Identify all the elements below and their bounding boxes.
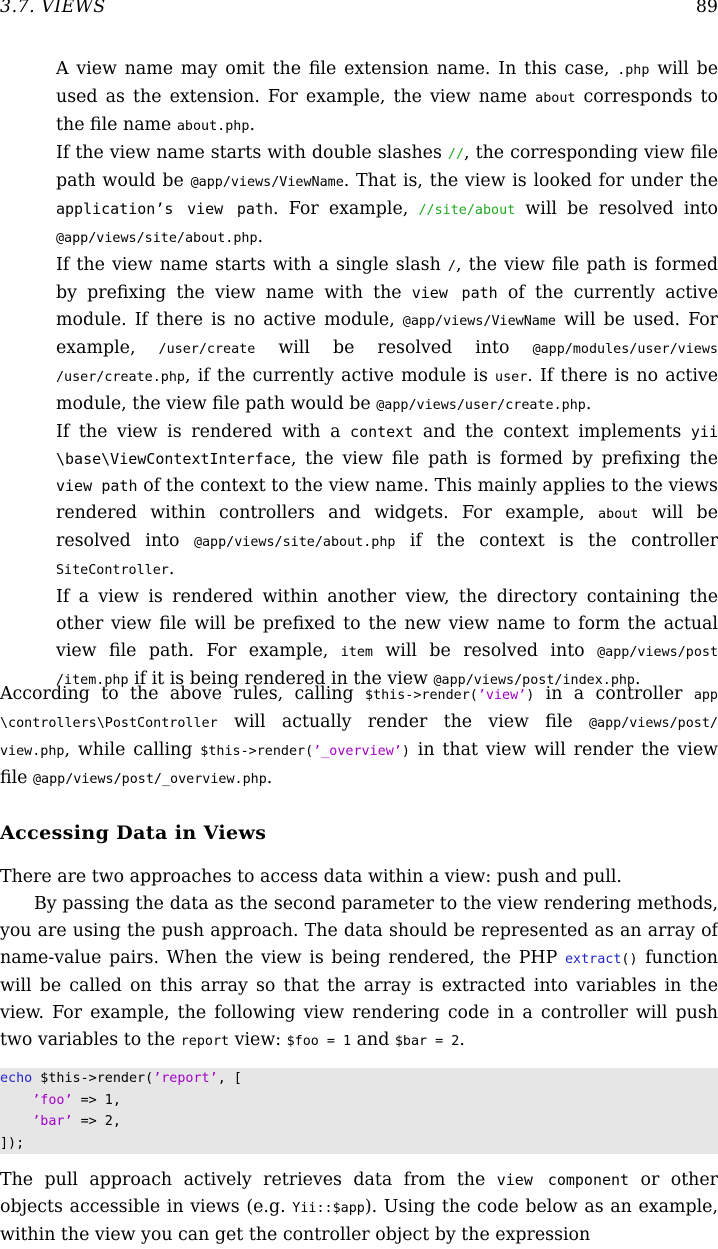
text: A view name may omit the file extension name. In this case, [56,59,618,79]
list-item [56,140,718,252]
code-inline: @app/views/post/_overview.php [32,772,267,787]
link-view-path[interactable]: view path [56,477,138,495]
text: and the context implements [413,422,691,442]
code-inline: $bar = 2 [394,1034,460,1049]
code-inline: @app/views/post /item.php [56,645,718,688]
text: . [249,115,255,135]
code-line [0,1111,718,1133]
rules-list [56,56,718,694]
text: . [585,394,592,414]
code-inline: @app/views/post/index.php [433,673,635,688]
text: . [635,669,641,689]
code-string: ’_overview’ [313,744,402,759]
text: will be used. For example, [56,310,718,358]
code-inline: $this->render( [365,688,478,703]
text: corresponds to the file name [56,87,718,135]
paragraph-intro: There are two approaches to access data within a view: push and pull. [0,867,622,887]
link-view-context-interface[interactable]: yii \base\ViewContextInterface [56,423,718,468]
text: of the currently active module. If there is no active module, [56,283,718,330]
code-keyword: echo [0,1071,33,1086]
section-title: Accessing Data in Views [0,822,267,844]
link-context[interactable]: context [350,423,414,441]
list-item [56,584,718,694]
code-text: ]); [0,1135,25,1151]
text: According to the above rules, calling [0,684,365,704]
code-inline: () [621,952,638,967]
text: If a view is rendered within another view, the directory containing the other view file will be prefixed to the new view name to form the actual view file path. For example, [56,587,718,661]
code-inline: .php [617,63,650,78]
code-inline: @app/views/ViewName [402,314,556,329]
code-inline: about.php [176,119,250,134]
code-inline: about [535,91,576,106]
text: will actually render the view file [217,712,589,732]
link-view-component[interactable]: view component [496,1171,630,1189]
code-inline: //site/about [418,203,516,218]
list-item [56,419,718,584]
text: of the context to the view name. This mainly applies to the views rendered within controllers and widgets. For example, [56,476,718,523]
code-string: ’view’ [477,688,527,703]
text: . For example, [273,199,419,219]
code-inline: /user/create [158,342,256,357]
code-inline: item [340,645,373,660]
text: . [168,559,175,579]
code-text: $this->render( [32,1071,154,1086]
running-header [0,0,718,19]
code-inline: ) [526,688,535,703]
text: . [459,1030,465,1050]
code-inline: SiteController [56,563,169,578]
code-line [0,1068,718,1090]
text: The pull approach actively retrieves data from the [0,1170,497,1190]
code-inline: $this->render( [200,744,314,759]
text: , the view file path is formed by prefixing the view name with the [56,255,718,303]
code-inline: @app/views/ViewName [190,175,344,190]
page-number: 89 [695,0,718,17]
text: in a controller [534,684,694,704]
text: if it is being rendered in the view [128,669,434,689]
section-heading: 3.7. VIEWS [0,0,106,17]
text: will be resolved into [372,641,598,661]
text: , while calling [64,740,201,760]
text: , the corresponding view file path would be [56,143,718,191]
text: view: [229,1030,287,1050]
code-string: ’bar’ [32,1114,73,1129]
code-inline: @app/modules/user/views /user/create.php [56,342,718,385]
text: . [257,227,264,247]
list-item [56,56,718,140]
text: , the view file path is formed by prefixing the [290,449,718,469]
code-text: => 2, [72,1114,121,1129]
text: If the view is rendered with a [56,422,351,442]
code-inline: ) [401,744,410,759]
paragraph-rules-summary [0,681,718,793]
list-item [56,252,718,419]
link-app-view-path[interactable]: application’s view path [56,200,274,218]
paragraph-push [0,891,718,1055]
text: will be used as the extension. For example, the view name [56,59,718,107]
code-line [0,1090,718,1112]
code-string: ’foo’ [32,1092,73,1108]
code-inline: // [447,147,465,162]
text: ). Using the code below as an example, within the view you can get the controller object by the expression [0,1197,718,1245]
text: will be resolved into [515,199,718,219]
code-inline: @app/views/site/about.php [56,231,258,246]
text: . If there is no active module, the view file path would be [56,366,718,414]
code-inline: @app/views/user/create.php [376,398,586,413]
code-inline: report [180,1034,230,1049]
text: By passing the data as the second parameter to the view rendering methods, you are using the push approach. The data should be represented as an array of name-value pairs. When the view is being rendered, the PHP [0,894,718,968]
code-text: , [ [217,1071,242,1086]
text: If the view name starts with double slashes [56,143,448,163]
code-inline: / [447,259,456,274]
text: if the context is the controller [395,531,718,551]
text: , if the currently active module is [185,366,496,386]
text: will be resolved into [255,338,533,358]
text: in that view will render the view file [0,740,718,788]
code-inline: @app/views/post/ view.php [0,716,718,759]
code-inline: $foo = 1 [286,1034,352,1049]
paragraph-pull [0,1167,718,1249]
text: function will be called on this array so that the array is extracted into variables in the view. For example, the following view rendering code in a controller will push two variables to the [0,948,718,1050]
code-block [0,1068,718,1154]
code-line [0,1133,718,1155]
code-inline: user [495,370,528,385]
code-inline: Yii::$app [292,1201,365,1216]
text: and [351,1030,395,1050]
code-inline: app \controllers\PostController [0,688,718,731]
code-inline: about [598,507,639,522]
text: will be resolved into [56,503,718,551]
text: If the view name starts with a single slash [56,255,448,275]
code-string: ’report’ [153,1071,218,1086]
code-function: extract [564,952,622,967]
text: . That is, the view is looked for under the [343,171,718,191]
text: . [266,768,273,788]
link-view-path[interactable]: view path [411,284,498,302]
code-inline: @app/views/site/about.php [193,535,396,550]
code-text: => 1, [72,1092,121,1108]
text: or other objects accessible in views (e.g. [0,1170,718,1217]
